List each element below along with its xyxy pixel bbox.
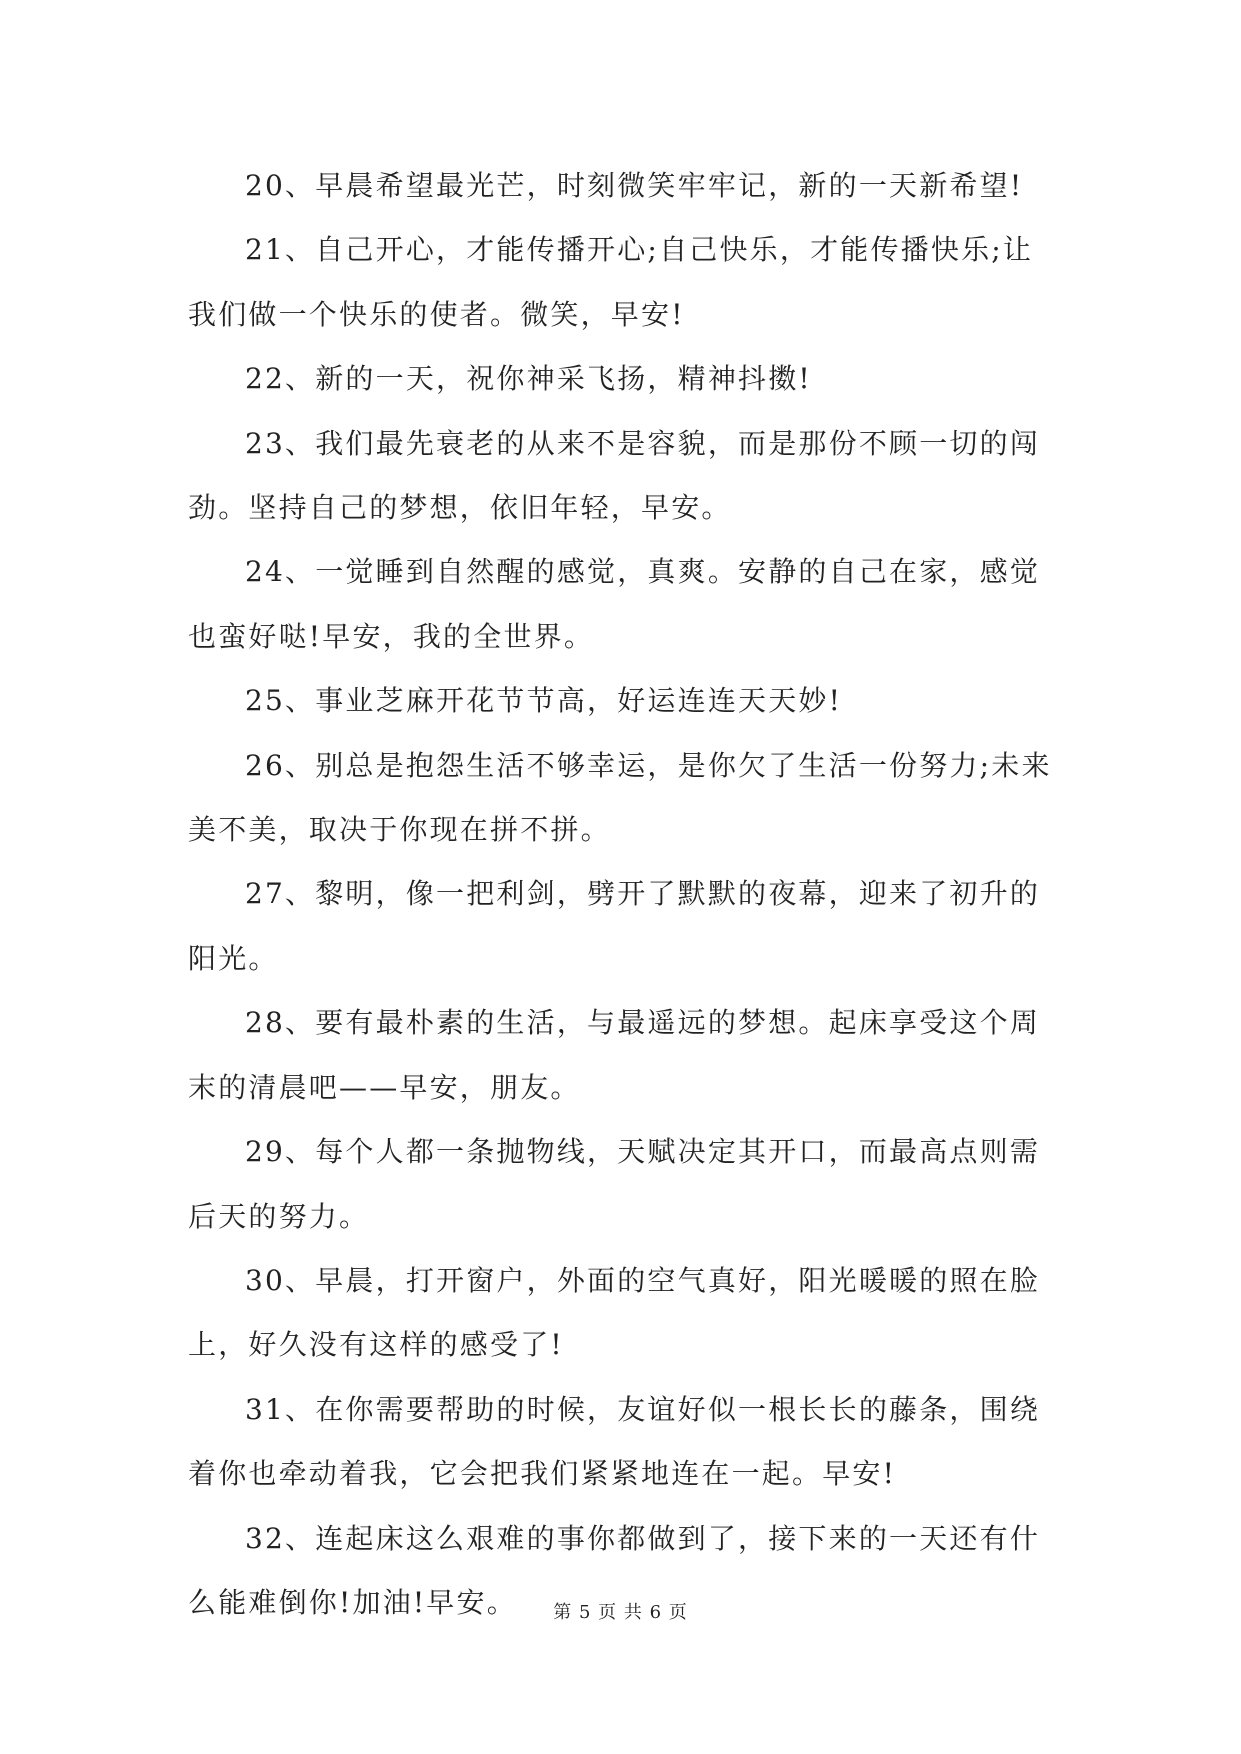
page-footer: 第 5 页 共 6 页 [553,1602,688,1623]
paragraph-20: 20、早晨希望最光芒，时刻微笑牢牢记，新的一天新希望! [245,169,1024,202]
paragraph-21: 21、自己开心，才能传播开心;自己快乐，才能传播快乐;让我们做一个快乐的使者。微笑，早安! [188,233,1034,331]
document-body [188,154,1054,1635]
paragraph-22: 22、新的一天，祝你神采飞扬，精神抖擞! [245,362,812,396]
paragraph-28: 28、要有最朴素的生活，与最遥远的梦想。起床享受这个周末的清晨吧——早安，朋友。 [188,1006,1041,1104]
paragraph-30: 30、早晨，打开窗户，外面的空气真好，阳光暖暖的照在脸上，好久没有这样的感受了! [188,1263,1041,1362]
paragraph-29: 29、每个人都一条抛物线，天赋决定其开口，而最高点则需后天的努力。 [188,1135,1041,1233]
paragraph-25: 25、事业芝麻开花节节高，好运连连天天妙! [245,684,843,718]
paragraph-26: 26、别总是抱怨生活不够幸运，是你欠了生活一份努力;未来美不美，取决于你现在拼不拼。 [188,748,1052,847]
paragraph-32: 32、连起床这么艰难的事你都做到了，接下来的一天还有什么能难倒你!加油!早安。 [188,1521,1041,1619]
paragraph-27: 27、黎明，像一把利剑，劈开了默默的夜幕，迎来了初升的阳光。 [188,877,1041,975]
paragraph-24: 24、一觉睡到自然醒的感觉，真爽。安静的自己在家，感觉也蛮好哒!早安，我的全世界。 [188,555,1041,653]
paragraph-23: 23、我们最先衰老的从来不是容貌，而是那份不顾一切的闯劲。坚持自己的梦想，依旧年轻，早安。 [188,426,1041,525]
paragraph-31: 31、在你需要帮助的时候，友谊好似一根长长的藤条，围绕着你也牵动着我，它会把我们紧紧地连在一起。早安! [188,1392,1041,1491]
